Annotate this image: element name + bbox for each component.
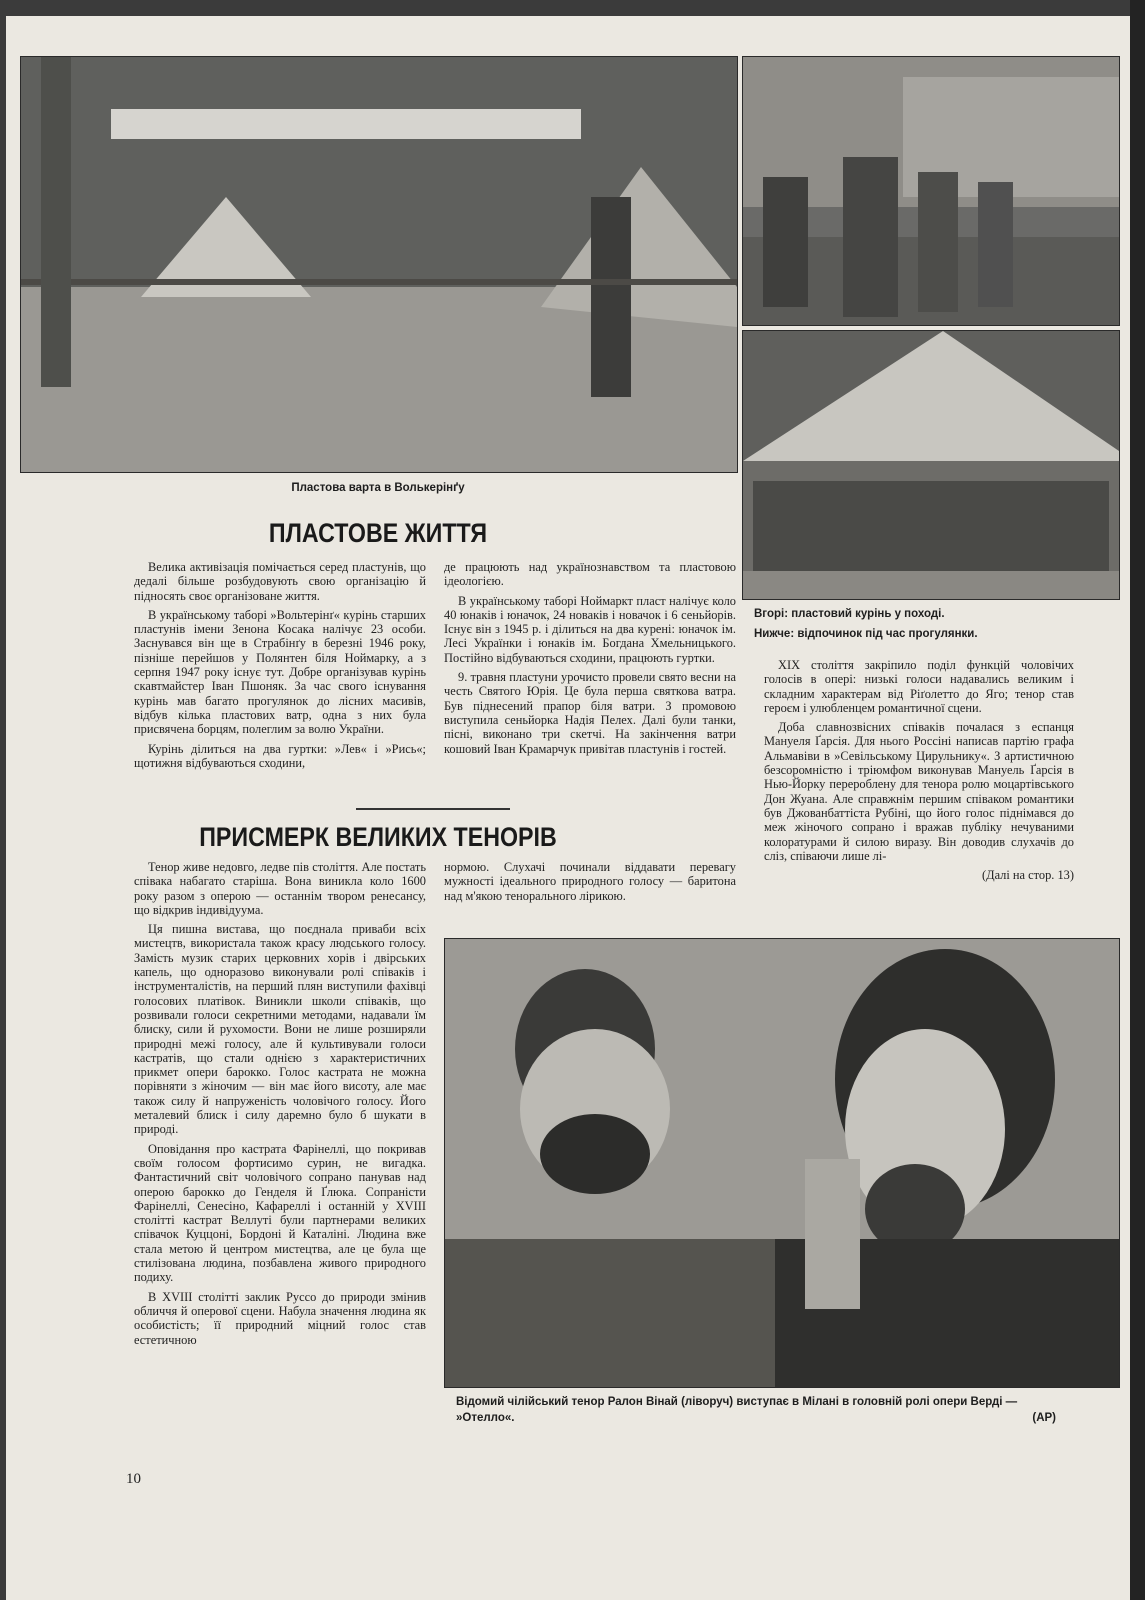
page-number: 10 <box>126 1471 141 1487</box>
photo-scouts-marching <box>742 56 1120 326</box>
paragraph: XIX століття закріпило поділ функцій чоловічих голосів в опері: низькі голоси надавались великим і складним характерам від Ріґолетто до Яго; тенор став героєм і улюбленцем романтичної сцени. <box>764 658 1074 715</box>
photo-credit: (АР) <box>1032 1412 1056 1424</box>
article1-column-1 <box>134 560 426 775</box>
magazine-page <box>6 16 1130 1600</box>
paragraph: В українському таборі »Вольтерінґ« курінь старших пластунів імени Зенона Косака налічує 23 особи. Заснувався він ще в Страбінґу в березні 1946 року, пізніше перейшов у Полянтен біля Ноймарку, а з серпня 1947 року існує тут. Добре організував курінь скавтмайстер Іван Пшоняк. За час свого існування курінь мав багато прогулянок до лісних масивів, відбув кілька пластових ватр, одна з них була присвячена борцям, полеглим за волю України. <box>134 607 426 737</box>
caption-otello <box>456 1394 1056 1426</box>
article1-column-2 <box>444 560 736 761</box>
continued-note: (Далі на стор. 13) <box>982 868 1074 883</box>
photo-camp-guard <box>20 56 738 473</box>
paragraph: В XVIII столітті заклик Руссо до природи змінив обличчя й оперової сцени. Набула значення людина як особистість; її природний міцний голос став естетичною <box>134 1289 426 1347</box>
paragraph: де працюють над українознавством та пластовою ідеологією. <box>444 560 736 589</box>
article2-title: ПРИСМЕРК ВЕЛИКИХ ТЕНОРІВ <box>199 822 557 852</box>
caption-march-top: Вгорі: пластовий курінь у поході. <box>754 608 945 620</box>
paragraph: Велика активізація помічається серед пластунів, що дедалі більше розбудовують свою організацію й підносять своє організоване життя. <box>134 560 426 603</box>
article2-column-2 <box>444 860 736 908</box>
paragraph: В українському таборі Ноймаркт пласт налічує коло 40 юнаків і юначок, 24 новаків і новачок і 6 сеньйорів. Існує він з 1945 р. і ділиться на два курені: юначок ім. Лесі Українки і юнаків ім. Богдана Хмельницького. Постійно відбуваються сходини, працюють гуртки. <box>444 593 736 665</box>
article2-column-1 <box>134 860 426 1352</box>
caption-otello-text: Відомий чілійський тенор Ралон Вінай (ліворуч) виступає в Мілані в головній ролі опери Верді — »Отелло«. <box>456 1396 1018 1424</box>
paragraph: Тенор живе недовго, ледве пів століття. Але постать співака набагато старіша. Вона виникла коло 1600 року разом з оперою — останнім твором ренесансу, що відкрив індивідуума. <box>134 860 426 917</box>
paragraph: Курінь ділиться на два гуртки: »Лев« і »Рись«; щотижня відбуваються сходини, <box>134 741 426 770</box>
photo-scouts-resting <box>742 330 1120 600</box>
paragraph: нормою. Слухачі починали віддавати перевагу мужності ідеального природного голосу — баритона над м'якою тенорального лірикою. <box>444 860 736 903</box>
photo-otello-opera <box>444 938 1120 1388</box>
article1-title: ПЛАСТОВЕ ЖИТТЯ <box>268 518 488 548</box>
caption-camp-guard: Пластова варта в Волькерінґу <box>291 482 465 494</box>
article2-column-3 <box>764 658 1074 882</box>
paragraph: Ця пишна вистава, що поєднала приваби всіх мистецтв, використала також красу людського голосу. Замість музик старих церковних хорів і двірських капель, що одноразово виконували ролі співаків і інструменталістів, на перший плян виступили фахівці голосових платівок. Виникли школи співаків, що розвивали голоси секретними методами, надавали їм блиску, сили й рухомости. Вони не лише розширяли природні межі голосу, але й культивували голоси кастратів, що стали однією з характеристичних прикмет опери барокко. Голос кастрата не можна порівняти з жіночим — він має його висоту, але має також силу й напруженість чоловічого голосу. Його металевий блиск і силу даремно було б шукати в природі. <box>134 922 426 1137</box>
paragraph: Оповідання про кастрата Фарінеллі, що покривав своїм голосом фортисимо сурин, не вигадка. Фантастичний світ чоловічого сопрано панував над оперою барокко до Генделя й Ґлюка. Сопраністи Фарінеллі, Сенесіно, Кафареллі і останній у XVIII столітті кастрат Веллуті були партнерами великих співачок Куццоні, Бордоні й Каталіні. Людина вже стала метою й центром мистецтва, але це була ще стилізована людина, позбавлена живого природного подиху. <box>134 1141 426 1285</box>
paragraph: 9. травня пластуни урочисто провели свято весни на честь Святого Юрія. Це була перша святкова ватра. Був піднесений прапор біля ватри. З промовою виступила сеньйорка Надія Пелех. Далі були танки, пісні, виконано три скетчі. На закінчення ватри кошовий Іван Крамарчук привітав пластунів і гостей. <box>444 670 736 756</box>
section-divider <box>356 808 510 810</box>
page-edge <box>1130 0 1145 1600</box>
paragraph: Доба славнозвісних співаків почалася з еспанця Мануеля Ґарсія. Для нього Россіні написав партію графа Альмавіви в »Севільському Цирульнику«. З артистичною безсоромністю і тріюмфом виконував Мануель Ґарсія в Нью-Йорку перероблену для тенора ролю моцартівського Дон Жуана. Але справжнім першим співаком романтики був Джованбаттіста Рубіні, що його голос піднімався до меж жіночого сопрано і вражав публіку нечуваними колоратурами й силою виразу. Він доводив слухачів до сліз, співаючи лише лі- <box>764 720 1074 863</box>
caption-march-bottom: Нижче: відпочинок під час прогулянки. <box>754 628 978 640</box>
